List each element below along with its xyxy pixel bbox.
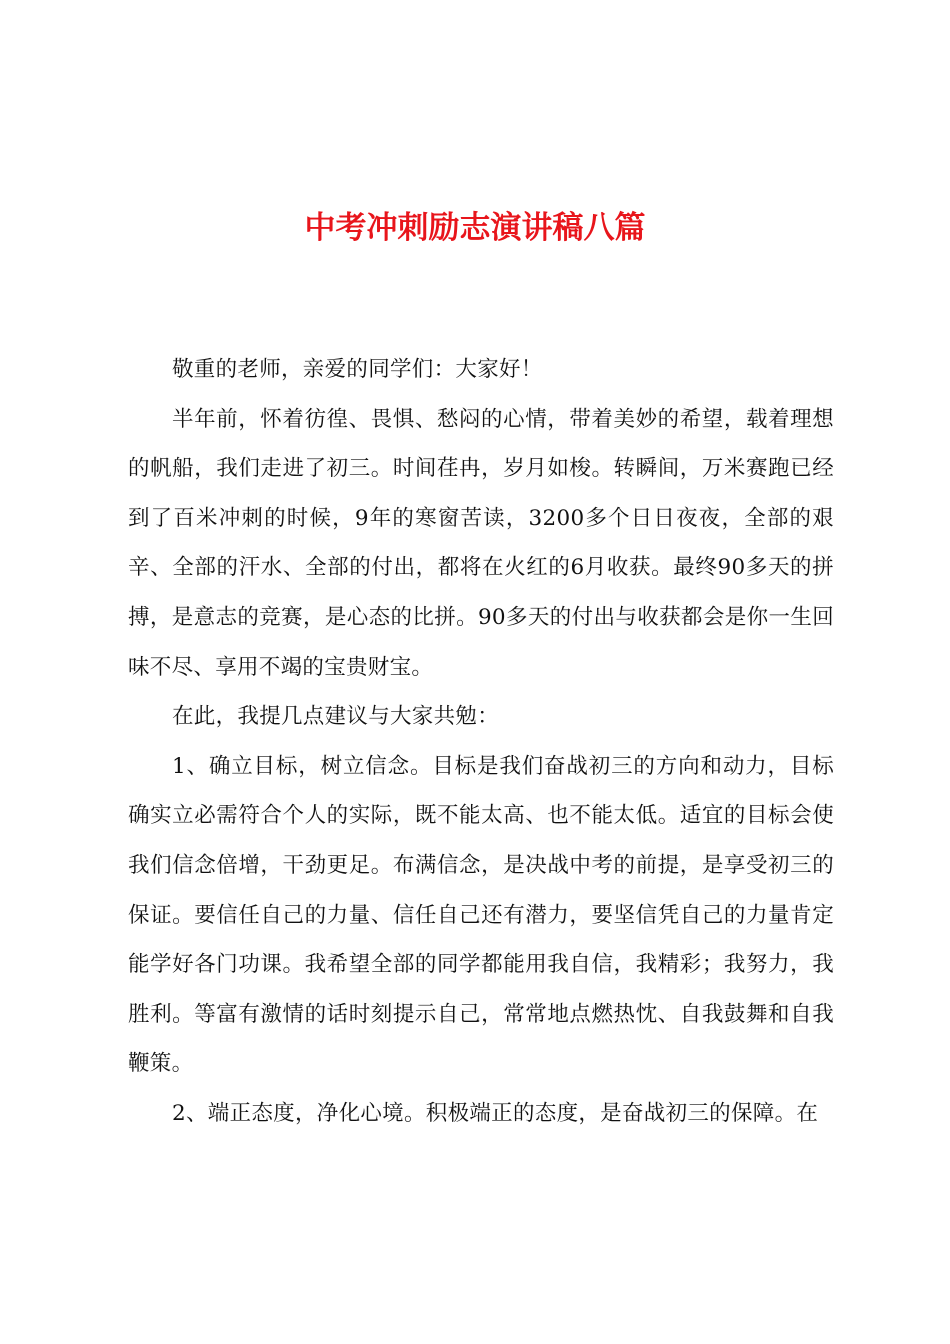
paragraph-greeting: 敬重的老师，亲爱的同学们：大家好！ bbox=[172, 357, 543, 382]
document-title: 中考冲刺励志演讲稿八篇 bbox=[304, 210, 646, 246]
paragraph-point-1: 1、确立目标，树立信念。目标是我们奋战初三的方向和动力，目标确实立必需符合个人的实际，既不能太高、也不能太低。适宜的目标会使我们信念倍增，干劲更足。布满信念，是决战中考的前提，是享受初三的保证。要信任自己的力量、信任自己还有潜力，要坚信凭自己的力量肯定能学好各门功课。我希望全部的同学都能用我自信，我精彩；我努力，我胜利。等富有激情的话时刻提示自己，常常地点燃热忱、自我鼓舞和自我鞭策。 bbox=[128, 753, 834, 1077]
paragraph-intro: 半年前，怀着彷徨、畏惧、愁闷的心情，带着美妙的希望，载着理想的帆船，我们走进了初三。时间荏冉，岁月如梭。转瞬间，万米赛跑已经到了百米冲刺的时候，9年的寒窗苦读，3200多个日日夜夜，全部的艰辛、全部的汗水、全部的付出，都将在火红的6月收获。最终90多天的拼搏，是意志的竞赛，是心态的比拼。90多天的付出与收获都会是你一生回味不尽、享用不竭的宝贵财宝。 bbox=[128, 406, 834, 680]
paragraph-suggestions-lead: 在此，我提几点建议与大家共勉： bbox=[172, 704, 500, 730]
document-body bbox=[128, 345, 834, 1139]
paragraph-point-2: 2、端正态度，净化心境。积极端正的态度，是奋战初三的保障。在 bbox=[172, 1100, 819, 1126]
